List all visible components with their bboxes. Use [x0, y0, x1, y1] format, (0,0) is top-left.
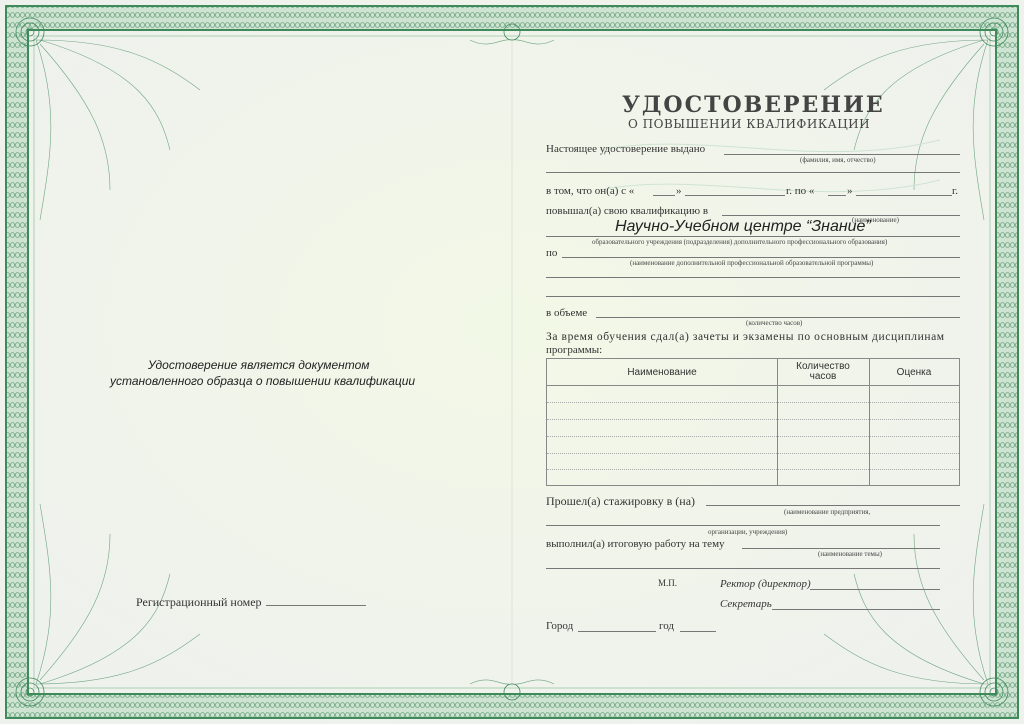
improved-label: повышал(а) свою квалификацию в	[546, 205, 709, 217]
start-month-year-field[interactable]	[685, 195, 785, 196]
name-hint: (наименование)	[852, 216, 899, 224]
program-field-3[interactable]	[546, 296, 960, 297]
left-note-line-1: Удостоверение является документом	[148, 358, 370, 372]
certificate-title: УДОСТОВЕРЕНИЕ	[622, 92, 885, 118]
end-month-year-field[interactable]	[856, 195, 952, 196]
city-label: Город	[546, 620, 574, 632]
col-hours-header	[777, 362, 869, 382]
left-note-line-2: установленного образца о повышении квалификации	[110, 374, 416, 388]
start-day-field[interactable]	[653, 195, 675, 196]
internship-field-2[interactable]	[546, 525, 940, 526]
institution-hint: образовательного учреждения (подразделения) дополнительного профессионального образования)	[592, 238, 888, 246]
secretary-label: Секретарь	[720, 598, 772, 610]
program-field-2[interactable]	[546, 277, 960, 278]
issued-hint: (фамилия, имя, отчество)	[800, 156, 876, 164]
exams-line-2: программы:	[546, 344, 603, 356]
registration-label: Регистрационный номер	[136, 595, 262, 609]
internship-field[interactable]	[706, 505, 960, 506]
full-name-field-2[interactable]	[546, 172, 960, 173]
col-hours-header-line-1: Количество	[796, 361, 850, 372]
volume-label: в объеме	[546, 307, 588, 319]
institution-field-line[interactable]	[722, 215, 960, 216]
period-close-2: »	[847, 185, 853, 197]
stamp-place: М.П.	[658, 578, 678, 588]
certificate-subtitle: О ПОВЫШЕНИИ КВАЛИФИКАЦИИ	[628, 117, 871, 131]
issued-label: Настоящее удостоверение выдано	[546, 143, 706, 155]
institution-field-line-2	[546, 236, 960, 237]
program-label: по	[546, 247, 558, 259]
period-g2: г.	[952, 185, 959, 197]
institution-name: Научно-Учебном центре “Знание”	[615, 218, 871, 235]
rector-signature-field[interactable]	[810, 589, 940, 590]
internship-label: Прошел(а) стажировку в (на)	[546, 494, 696, 508]
table-row[interactable]	[547, 419, 959, 420]
period-g1: г. по «	[786, 185, 815, 197]
table-row[interactable]	[547, 469, 959, 470]
hours-hint: (количество часов)	[746, 319, 803, 327]
table-row[interactable]	[547, 453, 959, 454]
table-row[interactable]	[547, 402, 959, 403]
secretary-signature-field[interactable]	[772, 609, 940, 610]
program-hint: (наименование дополнительной профессиональной образовательной программы)	[630, 259, 874, 267]
col-name-header: Наименование	[627, 367, 697, 378]
period-close-1: »	[676, 185, 682, 197]
rector-label: Ректор (директор)	[720, 578, 811, 590]
full-name-field[interactable]	[724, 154, 960, 155]
exams-line-1: За время обучения сдал(а) зачеты и экзамены по основным дисциплинам	[546, 331, 945, 343]
topic-hint: (наименование темы)	[818, 550, 883, 558]
table-row[interactable]	[547, 436, 959, 437]
org-hint: организации, учреждения)	[708, 528, 788, 536]
final-work-field-2[interactable]	[546, 568, 940, 569]
registration-number-field[interactable]	[266, 605, 366, 606]
period-prefix: в том, что он(а) с «	[546, 185, 635, 197]
year-field[interactable]	[680, 631, 716, 632]
program-field[interactable]	[562, 257, 960, 258]
col-hours-header-line-2: часов	[809, 371, 837, 382]
col-grade-header: Оценка	[896, 367, 932, 378]
city-field[interactable]	[578, 631, 656, 632]
hours-field[interactable]	[596, 317, 960, 318]
enterprise-hint: (наименование предприятия,	[784, 508, 871, 516]
end-day-field[interactable]	[828, 195, 846, 196]
final-work-label: выполнил(а) итоговую работу на тему	[546, 538, 725, 550]
grades-table	[546, 358, 960, 486]
final-work-field[interactable]	[742, 548, 940, 549]
year-label: год	[659, 620, 675, 632]
